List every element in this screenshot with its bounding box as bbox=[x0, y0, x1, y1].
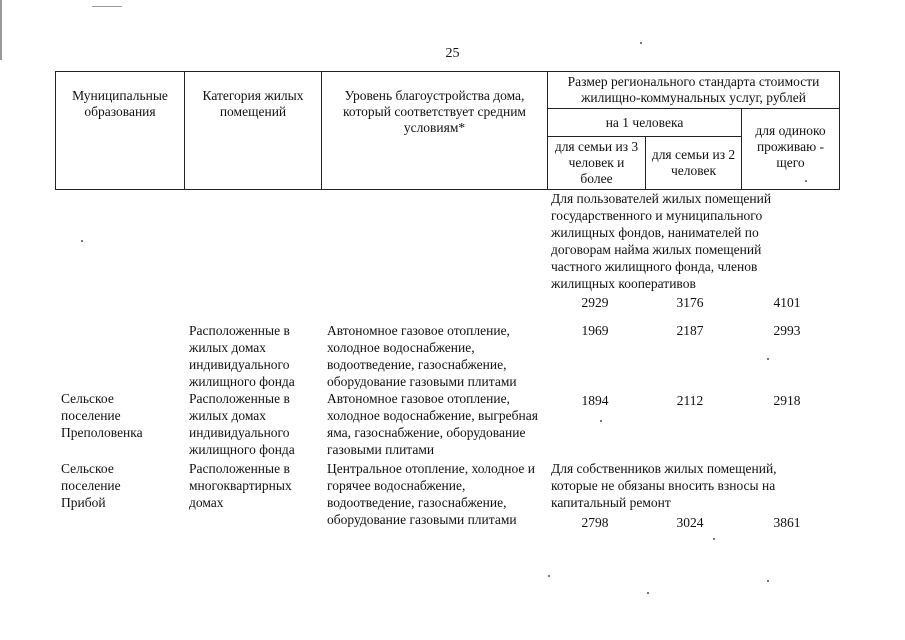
value-row4-family2: 3024 bbox=[676, 515, 704, 530]
scan-speck bbox=[767, 358, 769, 360]
municipality-row3: Сельское поселение Преполовенка bbox=[61, 391, 143, 440]
page-number: 25 bbox=[445, 46, 460, 61]
value-row1-family2: 3176 bbox=[676, 295, 704, 310]
value-row1-family3: 2929 bbox=[581, 295, 609, 310]
municipality-row4: Сельское поселение Прибой bbox=[61, 461, 121, 510]
category-row2: Расположенные в жилых домах индивидуального жилищного фонда bbox=[189, 323, 295, 389]
value-row4-single: 3861 bbox=[773, 515, 801, 530]
scan-speck bbox=[713, 538, 715, 540]
header-municipality: Муниципальные образования bbox=[56, 72, 185, 190]
level-row3: Автономное газовое отопление, холодное водоснабжение, выгребная яма, газоснабжение, оборудование газовыми плитами bbox=[327, 391, 538, 457]
scan-artifact-line bbox=[92, 6, 122, 7]
value-row3-family2: 2112 bbox=[676, 393, 704, 408]
value-row2-single: 2993 bbox=[773, 323, 801, 338]
note-owners: Для собственников жилых помещений, которые не обязаны вносить взносы на капитальный ремонт bbox=[551, 461, 777, 510]
header-standard: Размер регионального стандарта стоимости жилищно-коммунальных услуг, рублей bbox=[548, 72, 840, 109]
value-row1-single: 4101 bbox=[773, 295, 801, 310]
header-category: Категория жилых помещений bbox=[185, 72, 322, 190]
scan-speck bbox=[647, 592, 649, 594]
category-row4: Расположенные в многоквартирных домах bbox=[189, 461, 292, 510]
header-family2: для семьи из 2 человек bbox=[646, 137, 742, 190]
scan-speck bbox=[600, 420, 602, 422]
header-level: Уровень благоустройства дома, который соответствует средним условиям* bbox=[322, 72, 548, 190]
level-row4: Центральное отопление, холодное и горячее водоснабжение, водоотведение, газоснабжение, оборудование газовыми плитами bbox=[327, 461, 535, 527]
note-users: Для пользователей жилых помещений государственного и муниципального жилищных фондов, нанимателей по договорам найма жилых помещений частного жилищного фонда, членов жилищных кооперативов bbox=[551, 191, 772, 291]
level-row2: Автономное газовое отопление, холодное водоснабжение, водоотведение, газоснабжение, оборудование газовыми плитами bbox=[327, 323, 517, 389]
scan-speck bbox=[805, 180, 807, 182]
header-per-person: на 1 человека bbox=[548, 109, 742, 137]
scan-speck bbox=[640, 42, 642, 44]
table-header bbox=[55, 71, 840, 190]
value-row3-family3: 1894 bbox=[581, 393, 609, 408]
category-row3: Расположенные в жилых домах индивидуального жилищного фонда bbox=[189, 391, 295, 457]
header-single: для одиноко проживаю - щего bbox=[742, 109, 840, 190]
value-row4-family3: 2798 bbox=[581, 515, 609, 530]
scan-speck bbox=[548, 575, 550, 577]
value-row2-family3: 1969 bbox=[581, 323, 609, 338]
header-family3: для семьи из 3 человек и более bbox=[548, 137, 646, 190]
value-row2-family2: 2187 bbox=[676, 323, 704, 338]
scan-speck bbox=[767, 580, 769, 582]
value-row3-single: 2918 bbox=[773, 393, 801, 408]
scan-speck bbox=[81, 240, 83, 242]
